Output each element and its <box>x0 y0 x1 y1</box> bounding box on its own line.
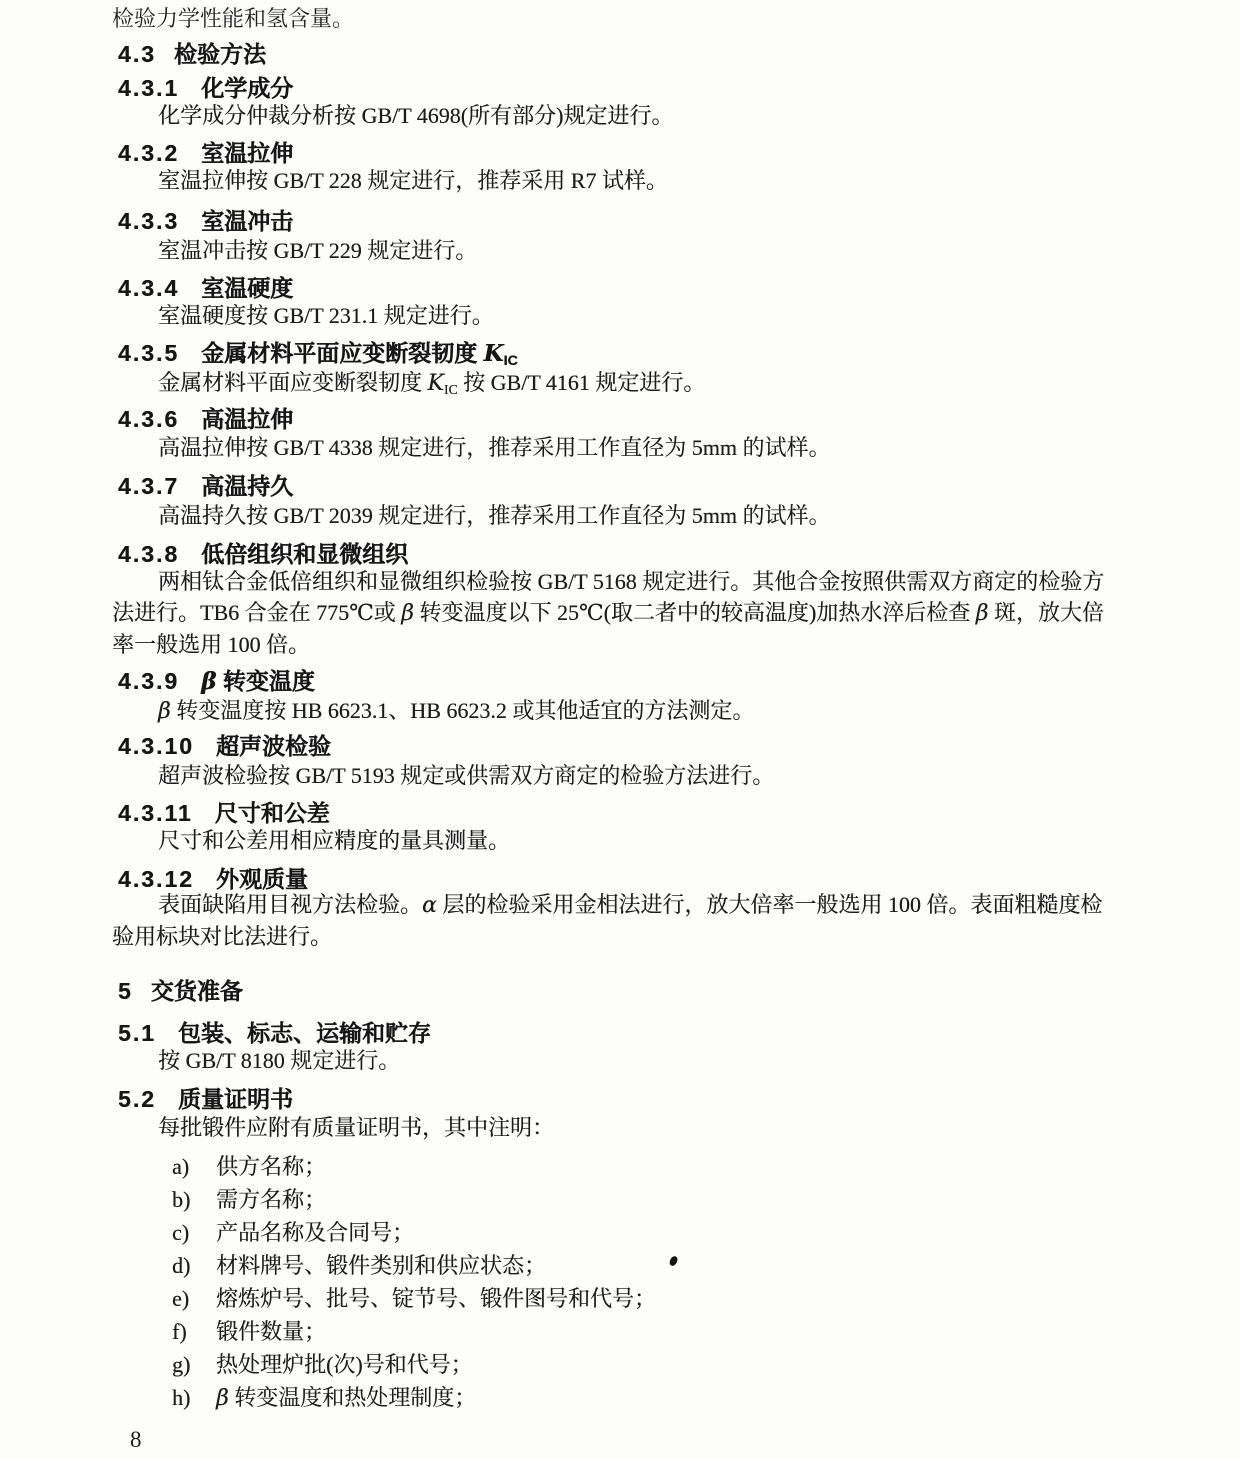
list-text: 产品名称及合同号； <box>216 1220 415 1245</box>
list-text: 熔炼炉号、批号、锭节号、锻件图号和代号； <box>216 1286 657 1311</box>
list-marker: c) <box>172 1220 190 1245</box>
list-marker: b) <box>172 1187 191 1212</box>
list-marker: e) <box>172 1286 190 1311</box>
beta-symbol: β <box>158 699 171 724</box>
kic-symbol: K <box>427 371 444 396</box>
list-text: 需方名称； <box>216 1187 327 1212</box>
beta-symbol: β <box>201 668 217 695</box>
heading-number: 4.3.7 <box>118 473 180 499</box>
body-text: 表面缺陷用目视方法检验。 <box>158 892 423 917</box>
list-item-f <box>172 1315 1072 1348</box>
heading-title: 外观质量 <box>215 866 308 892</box>
heading-title: 交货准备 <box>150 978 243 1004</box>
heading-number: 4.3 <box>118 41 156 67</box>
body-text: 层的检验采用金相法进行，放大倍率一般选用 100 倍。表面粗糙度检 <box>436 892 1103 917</box>
list-item-c <box>172 1216 1072 1249</box>
body-text: 金属材料平面应变断裂韧度 <box>158 370 428 395</box>
heading-4-3-7 <box>118 471 293 501</box>
list-item-b <box>172 1183 1072 1216</box>
beta-symbol: β <box>216 1386 229 1411</box>
body-4-3-12 <box>112 889 1122 952</box>
list-text: 材料牌号、锻件类别和供应状态； <box>216 1253 547 1278</box>
heading-title: 包装、标志、运输和贮存 <box>177 1020 431 1046</box>
heading-title: 尺寸和公差 <box>214 800 330 826</box>
body-4-3-3: 室温冲击按 GB/T 229 规定进行。 <box>158 238 478 263</box>
alpha-symbol: α <box>422 893 437 918</box>
heading-5-2 <box>118 1084 293 1114</box>
body-4-3-2: 室温拉伸按 GB/T 228 规定进行，推荐采用 R7 试样。 <box>158 168 668 193</box>
heading-4-3-1 <box>118 73 293 103</box>
heading-number: 4.3.10 <box>118 733 194 759</box>
body-4-3-4: 室温硬度按 GB/T 231.1 规定进行。 <box>158 303 494 328</box>
heading-4-3-9 <box>118 666 315 697</box>
intro-line: 检验力学性能和氢含量。 <box>112 6 355 31</box>
body-4-3-6: 高温拉伸按 GB/T 4338 规定进行，推荐采用工作直径为 5mm 的试样。 <box>158 435 831 460</box>
body-4-3-10: 超声波检验按 GB/T 5193 规定或供需双方商定的检验方法进行。 <box>158 763 775 788</box>
list-item-a <box>172 1150 1072 1183</box>
list-marker: h) <box>172 1385 191 1410</box>
list-item-g <box>172 1348 1072 1381</box>
body-text: 验用标块对比法进行。 <box>112 924 333 949</box>
heading-4-3-6 <box>118 404 293 434</box>
list-marker: d) <box>172 1253 191 1278</box>
heading-4-3-2 <box>118 138 293 168</box>
heading-title: 室温冲击 <box>201 208 294 234</box>
body-4-3-5 <box>158 368 705 405</box>
list-marker: g) <box>172 1352 191 1377</box>
body-line <box>112 889 1122 921</box>
body-line <box>112 597 1122 629</box>
body-5-2-lead: 每批锻件应附有质量证明书，其中注明： <box>158 1115 555 1140</box>
heading-number: 4.3.4 <box>118 275 180 301</box>
heading-4-3-3 <box>118 206 293 236</box>
body-text: 法进行。TB6 合金在 775℃或 <box>112 600 402 625</box>
body-text: 转变温度以下 25℃(取二者中的较高温度)加热水淬后检查 <box>413 600 976 625</box>
heading-4-3-4 <box>118 273 293 303</box>
list-text: 热处理炉批(次)号和代号； <box>216 1352 473 1377</box>
body-line <box>112 566 1122 597</box>
heading-number: 4.3.11 <box>118 800 193 826</box>
list-text: 供方名称； <box>216 1154 327 1179</box>
heading-title: 室温硬度 <box>201 275 294 301</box>
list-item-d <box>172 1249 1072 1282</box>
heading-number: 5 <box>118 978 133 1004</box>
list-text <box>216 1381 476 1414</box>
list-text: 锻件数量； <box>216 1319 327 1344</box>
heading-number: 5.2 <box>118 1086 156 1112</box>
beta-symbol: β <box>401 601 414 626</box>
list-marker: a) <box>172 1154 190 1179</box>
kic-subscript: IC <box>503 352 518 369</box>
heading-4-3-8 <box>118 539 408 569</box>
body-line <box>112 921 1122 952</box>
heading-title: 金属材料平面应变断裂韧度 <box>201 340 484 366</box>
list-item-e <box>172 1282 1072 1315</box>
heading-title: 超声波检验 <box>215 733 331 759</box>
kic-subscript: IC <box>443 381 458 397</box>
list-marker: f) <box>172 1319 187 1344</box>
heading-number: 4.3.12 <box>118 866 194 892</box>
heading-title: 高温拉伸 <box>201 406 294 432</box>
heading-5-1 <box>118 1018 431 1048</box>
beta-symbol: β <box>975 601 989 626</box>
heading-number: 4.3.9 <box>118 668 180 694</box>
heading-4-3 <box>118 39 266 69</box>
heading-number: 4.3.5 <box>118 340 180 366</box>
body-text: 斑，放大倍 <box>988 600 1104 625</box>
body-4-3-8 <box>112 566 1122 660</box>
heading-title: 检验方法 <box>173 41 266 67</box>
body-text: 转变温度按 HB 6623.1、HB 6623.2 或其他适宜的方法测定。 <box>170 698 755 723</box>
heading-title: 转变温度 <box>216 668 315 694</box>
heading-number: 4.3.6 <box>118 406 180 432</box>
heading-title: 质量证明书 <box>177 1086 293 1112</box>
kic-symbol: K <box>483 340 504 367</box>
body-4-3-9 <box>158 696 754 727</box>
list-item-h <box>172 1381 1072 1414</box>
heading-title: 低倍组织和显微组织 <box>201 541 409 567</box>
body-4-3-11: 尺寸和公差用相应精度的量具测量。 <box>158 828 511 853</box>
heading-4-3-10 <box>118 731 331 761</box>
body-4-3-7: 高温持久按 GB/T 2039 规定进行，推荐采用工作直径为 5mm 的试样。 <box>158 503 831 528</box>
body-4-3-1: 化学成分仲裁分析按 GB/T 4698(所有部分)规定进行。 <box>158 103 674 128</box>
body-text: 两相钛合金低倍组织和显微组织检验按 GB/T 5168 规定进行。其他合金按照供需双方商定的检验方 <box>158 569 1105 594</box>
body-text: 率一般选用 100 倍。 <box>112 632 311 657</box>
heading-4-3-11 <box>118 798 330 828</box>
list-text-rest: 转变温度和热处理制度； <box>228 1385 477 1410</box>
heading-title: 室温拉伸 <box>201 140 294 166</box>
heading-number: 4.3.8 <box>118 541 180 567</box>
heading-number: 4.3.3 <box>118 208 180 234</box>
heading-5 <box>118 976 243 1006</box>
page-number: 8 <box>130 1427 142 1452</box>
heading-number: 5.1 <box>118 1020 156 1046</box>
heading-number: 4.3.1 <box>118 75 180 101</box>
body-text: 按 GB/T 4161 规定进行。 <box>457 370 706 395</box>
heading-number: 4.3.2 <box>118 140 180 166</box>
heading-title: 高温持久 <box>201 473 294 499</box>
body-5-1: 按 GB/T 8180 规定进行。 <box>158 1048 401 1073</box>
body-line <box>112 629 1122 660</box>
heading-title: 化学成分 <box>201 75 294 101</box>
quality-certificate-list <box>172 1150 1072 1414</box>
